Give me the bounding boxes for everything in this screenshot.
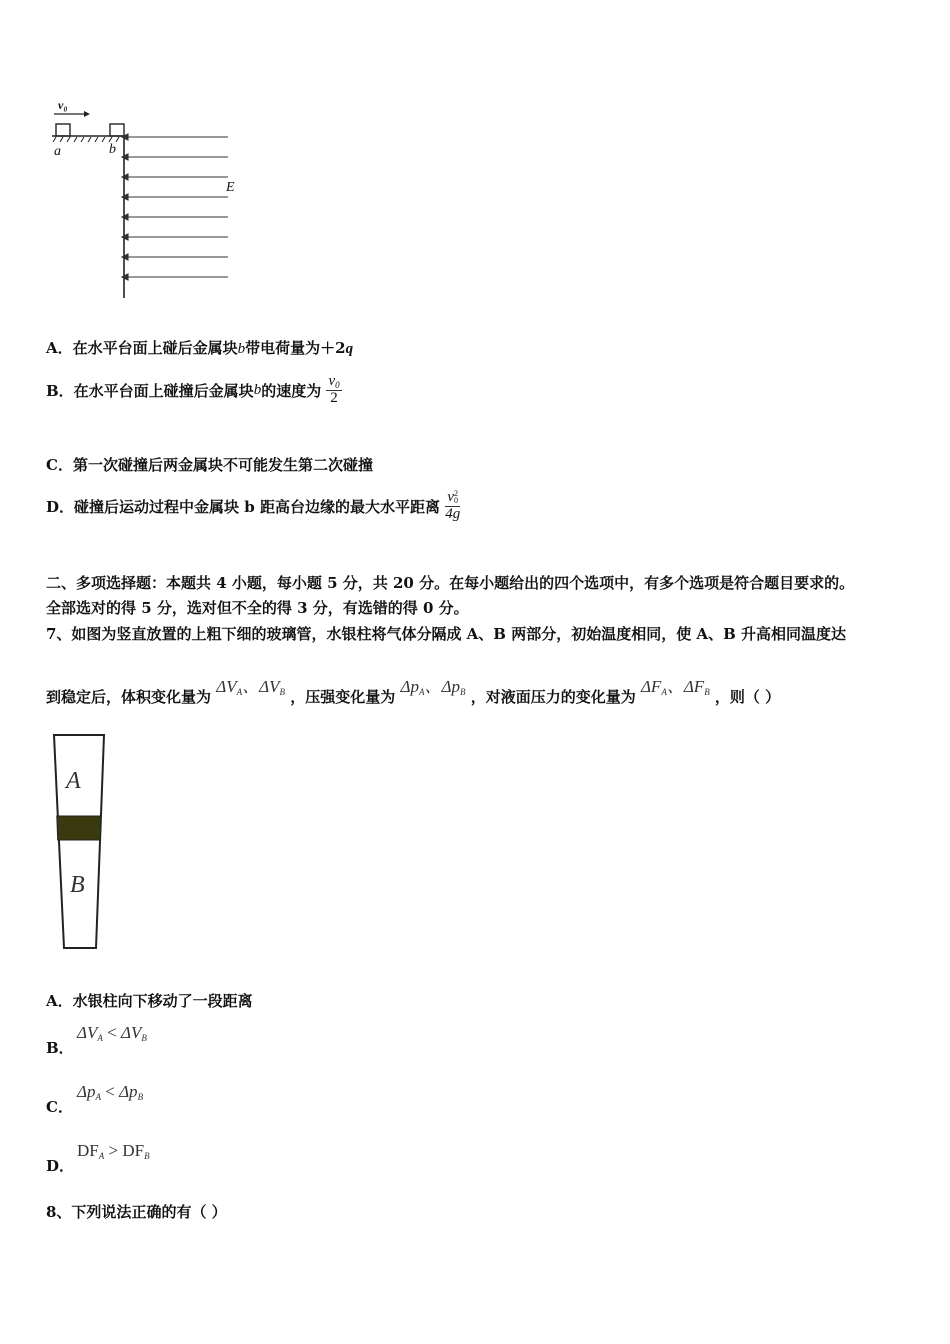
- glass-tube-diagram: [50, 732, 110, 954]
- tube-label-a: A: [66, 768, 81, 794]
- q6-option-b: B．在水平台面上碰撞后金属块b的速度为 $\frac{v_0}{2}$: [46, 373, 340, 407]
- q7-option-c-label: C．: [46, 1098, 73, 1116]
- q6-option-a: A．在水平台面上碰后金属块b带电荷量为＋2q: [46, 339, 354, 357]
- a-label: a: [54, 144, 61, 159]
- q7-option-b-label: B．: [46, 1039, 74, 1057]
- q6-option-c: C．第一次碰撞后两金属块不可能发生第二次碰撞: [46, 456, 373, 474]
- e-label: E: [226, 180, 235, 195]
- q6-option-d: D．碰撞后运动过程中金属块 b 距高台边缘的最大水平距离 v 2 0 4g: [46, 489, 461, 522]
- v0-over-2-fraction: $\frac{v_0}{2}$: [328, 373, 340, 407]
- q7-option-d-formula: $DF_A > DF_B$: [77, 1141, 150, 1161]
- tube-label-b: B: [70, 872, 85, 898]
- q7-option-d-label: D．: [46, 1157, 75, 1175]
- q7-option-b-formula: $\Delta V_A < \Delta V_B$: [77, 1023, 147, 1043]
- v0-squared-over-4g-fraction: v 2 0 4g: [445, 489, 461, 522]
- v0-label: v₀: [58, 98, 68, 112]
- q7-option-a: A．水银柱向下移动了一段距离: [46, 992, 253, 1010]
- q7-stem-line2: 到稳定后，体积变化量为 $\Delta V_A$、$\Delta V_B$ ，压强变化量为 $\Delta p_A$、$\Delta p_B$ ，对液面压力的变化量为 $\Delta F_A$、$\Delta F_B$ ，则（ ）: [46, 677, 781, 706]
- q7-stem-line1: 7、如图为竖直放置的上粗下细的玻璃管，水银柱将气体分隔成 A、B 两部分，初始温度相同，使 A、B 升高相同温度达: [46, 625, 846, 643]
- b-label: b: [109, 142, 116, 157]
- section2-heading-line2: 全部选对的得 5 分，选对但不全的得 3 分，有选错的得 0 分。: [46, 599, 469, 617]
- section2-heading-line1: 二、多项选择题：本题共 4 小题，每小题 5 分，共 20 分。在每小题给出的四个选项中，有多个选项是符合题目要求的。: [46, 574, 855, 592]
- q7-option-c-formula: $\Delta p_A < \Delta p_B$: [77, 1082, 144, 1102]
- q8-stem: 8、下列说法正确的有（ ）: [46, 1203, 227, 1221]
- electric-field-diagram: [48, 96, 248, 306]
